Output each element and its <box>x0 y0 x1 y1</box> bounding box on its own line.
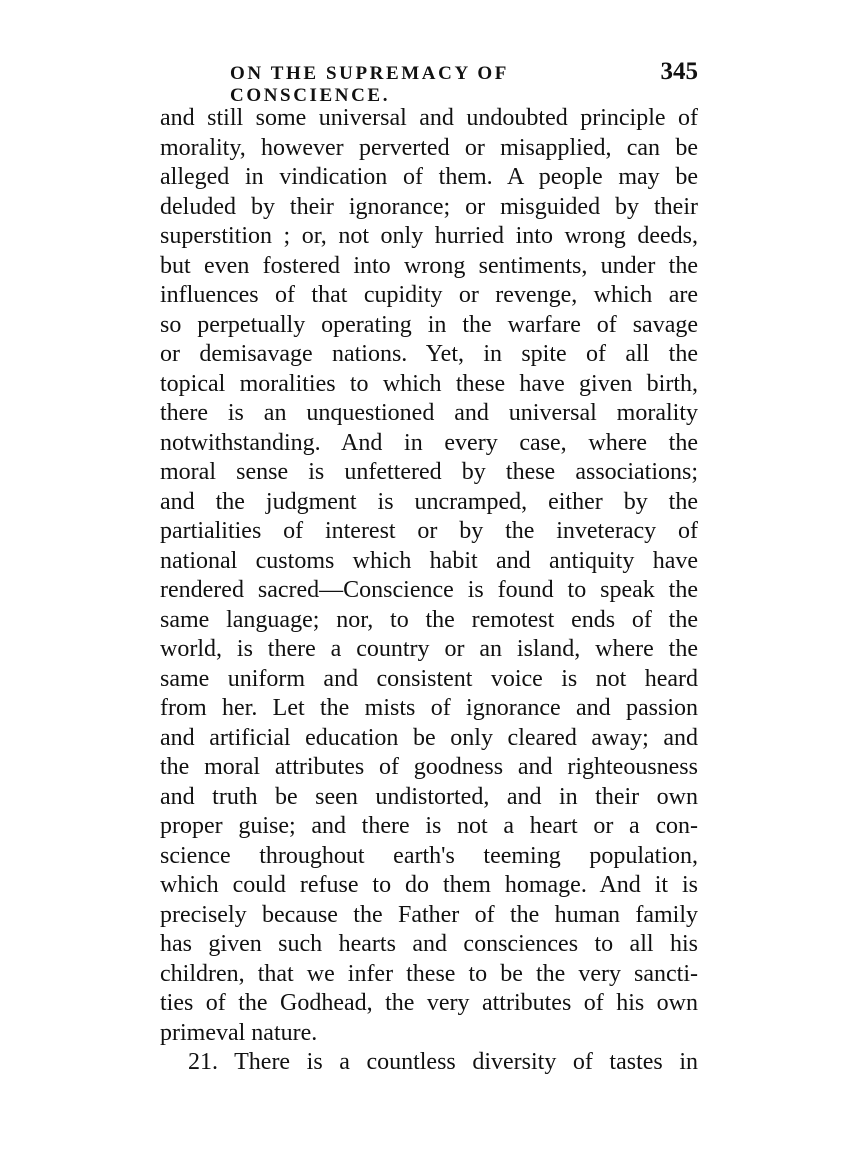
text-line: alleged in vindication of them. A people may be <box>160 164 698 190</box>
text-line: but even fostered into wrong sentiments, under the <box>160 252 698 279</box>
text-line: has given such hearts and consciences to all his <box>160 931 698 957</box>
text-line: moral sense is unfettered by these associations; <box>160 459 698 485</box>
text-line: children, that we infer these to be the very sancti- <box>160 960 698 987</box>
section-start-line: 21. There is a countless diversity of tastes in <box>188 1049 698 1075</box>
text-line: science throughout earth's teeming population, <box>160 842 698 869</box>
text-line: or demisavage nations. Yet, in spite of all the <box>160 341 698 367</box>
body-text <box>160 104 698 1078</box>
text-line: there is an unquestioned and universal morality <box>160 400 698 426</box>
running-head <box>160 58 698 106</box>
text-line: ties of the Godhead, the very attributes of his own <box>160 990 698 1016</box>
text-line: so perpetually operating in the warfare of savage <box>160 311 698 338</box>
text-line: same uniform and consistent voice is not heard <box>160 665 698 692</box>
text-line: partialities of interest or by the inveteracy of <box>160 518 698 544</box>
text-line: world, is there a country or an island, where the <box>160 636 698 662</box>
text-line: from her. Let the mists of ignorance and passion <box>160 695 698 721</box>
text-line: deluded by their ignorance; or misguided by their <box>160 193 698 220</box>
text-line: rendered sacred—Conscience is found to speak the <box>160 577 698 603</box>
text-line: and the judgment is uncramped, either by the <box>160 488 698 515</box>
text-line: precisely because the Father of the human family <box>160 901 698 928</box>
text-line: morality, however perverted or misapplied, can be <box>160 134 698 161</box>
text-line: notwithstanding. And in every case, where the <box>160 429 698 456</box>
text-line: proper guise; and there is not a heart or a con- <box>160 813 698 839</box>
text-line: superstition ; or, not only hurried into wrong deeds, <box>160 223 698 249</box>
text-line: which could refuse to do them homage. And it is <box>160 872 698 898</box>
text-line: and artificial education be only cleared away; and <box>160 724 698 751</box>
text-line: and still some universal and undoubted principle of <box>160 105 698 131</box>
paragraph-end-line: primeval nature. <box>160 1019 318 1046</box>
text-line: the moral attributes of goodness and righteousness <box>160 754 698 780</box>
text-line: same language; nor, to the remotest ends of the <box>160 606 698 633</box>
running-title: ON THE SUPREMACY OF CONSCIENCE. <box>230 63 509 106</box>
text-line: influences of that cupidity or revenge, which are <box>160 282 698 308</box>
text-line: and truth be seen undistorted, and in their own <box>160 783 698 810</box>
text-line: national customs which habit and antiquity have <box>160 547 698 574</box>
text-line: topical moralities to which these have given birth, <box>160 370 698 397</box>
page-number: 345 <box>660 58 698 85</box>
